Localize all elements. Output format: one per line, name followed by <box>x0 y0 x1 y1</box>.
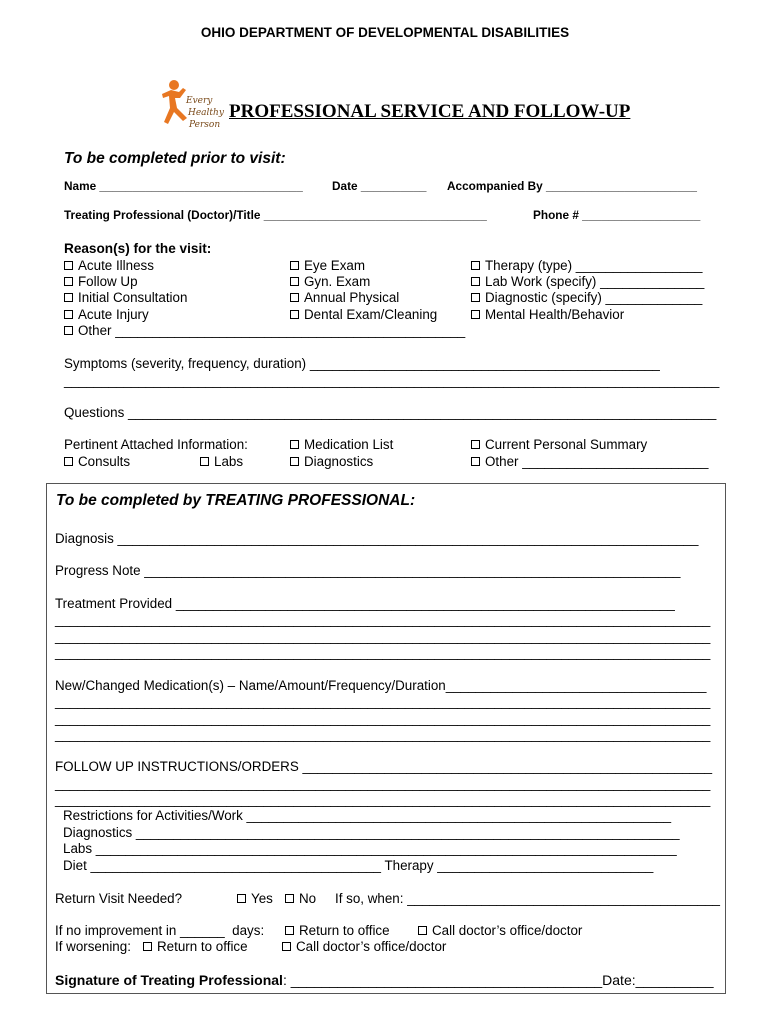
attached-medication-list[interactable]: Medication List <box>290 438 393 451</box>
signature-label: Signature of Treating Professional <box>55 972 283 988</box>
checkbox[interactable] <box>64 261 73 270</box>
if-worsening-label: If worsening: <box>55 939 131 954</box>
diet-therapy-field[interactable]: Diet _______________________________________ Therapy _____________________________ <box>63 858 654 873</box>
checkbox[interactable] <box>471 293 480 302</box>
symptoms-line-2[interactable]: ________________________________________________________________________________________ <box>64 373 720 388</box>
diagnostics-order-field[interactable]: Diagnostics _________________________________________________________________________ <box>63 825 680 840</box>
checkbox[interactable] <box>64 457 73 466</box>
agency-name: OHIO DEPARTMENT OF DEVELOPMENTAL DISABILITIES <box>200 25 570 40</box>
return-visit-yes[interactable]: Yes <box>237 892 273 905</box>
symptoms-field[interactable]: Symptoms (severity, frequency, duration) _______________________________________________ <box>64 356 660 371</box>
reason-therapy[interactable]: Therapy (type) _________________ <box>471 259 702 272</box>
checkbox[interactable] <box>290 293 299 302</box>
questions-field[interactable]: Questions _______________________________________________________________________________ <box>64 405 717 420</box>
reason-follow-up[interactable]: Follow Up <box>64 275 138 288</box>
checkbox[interactable] <box>64 310 73 319</box>
phone-field[interactable]: Phone # __________________ <box>533 208 701 222</box>
follow-up-line-2[interactable]: ________________________________________________________________________________________ <box>55 776 711 791</box>
every-healthy-person-logo <box>152 62 224 130</box>
reason-dental-exam[interactable]: Dental Exam/Cleaning <box>290 308 437 321</box>
reason-lab-work[interactable]: Lab Work (specify) ______________ <box>471 275 704 288</box>
attached-consults[interactable]: Consults <box>64 455 130 468</box>
pertinent-info-label: Pertinent Attached Information: <box>64 437 248 452</box>
no-improvement-call-doctor[interactable]: Call doctor’s office/doctor <box>418 924 582 937</box>
checkbox[interactable] <box>290 440 299 449</box>
checkbox[interactable] <box>418 926 427 935</box>
logo-text-3: Person <box>188 120 221 130</box>
treating-heading: To be completed by TREATING PROFESSIONAL: <box>56 492 416 509</box>
checkbox[interactable] <box>290 261 299 270</box>
signature-date-line[interactable]: : ________________________________________Date:__________ <box>282 972 714 988</box>
logo-text-2: Healthy <box>187 108 224 118</box>
medications-line-3[interactable]: ________________________________________________________________________________________ <box>55 711 711 726</box>
reason-annual-physical[interactable]: Annual Physical <box>290 291 399 304</box>
worsening-return-office[interactable]: Return to office <box>143 940 248 953</box>
no-improvement-return-office[interactable]: Return to office <box>285 924 390 937</box>
attached-other[interactable]: Other _________________________ <box>471 455 708 468</box>
checkbox[interactable] <box>290 457 299 466</box>
prior-visit-heading: To be completed prior to visit: <box>64 150 286 167</box>
checkbox[interactable] <box>64 326 73 335</box>
signature-row[interactable] <box>55 973 714 987</box>
medications-line-4[interactable]: ________________________________________________________________________________________ <box>55 727 711 742</box>
reasons-heading: Reason(s) for the visit: <box>64 241 212 256</box>
reason-eye-exam[interactable]: Eye Exam <box>290 259 365 272</box>
logo-text-1: Every <box>185 96 213 106</box>
attached-diagnostics[interactable]: Diagnostics <box>290 455 373 468</box>
follow-up-instructions-field[interactable]: FOLLOW UP INSTRUCTIONS/ORDERS _______________________________________________________ <box>55 759 713 774</box>
diagnosis-field[interactable]: Diagnosis ______________________________________________________________________________ <box>55 531 699 546</box>
form-title: PROFESSIONAL SERVICE AND FOLLOW-UP <box>229 101 631 122</box>
checkbox[interactable] <box>471 277 480 286</box>
follow-up-line-3[interactable]: ________________________________________________________________________________________ <box>55 792 711 807</box>
worsening-call-doctor[interactable]: Call doctor’s office/doctor <box>282 940 446 953</box>
return-visit-no[interactable]: No <box>285 892 316 905</box>
restrictions-field[interactable]: Restrictions for Activities/Work _________________________________________________________ <box>63 808 672 823</box>
treatment-line-3[interactable]: ________________________________________________________________________________________ <box>55 629 711 644</box>
checkbox[interactable] <box>290 310 299 319</box>
checkbox[interactable] <box>285 926 294 935</box>
treatment-line-2[interactable]: ________________________________________________________________________________________ <box>55 612 711 627</box>
treatment-provided-field[interactable]: Treatment Provided ___________________________________________________________________ <box>55 596 675 611</box>
reason-acute-illness[interactable]: Acute Illness <box>64 259 154 272</box>
accompanied-by-field[interactable]: Accompanied By _______________________ <box>447 179 697 193</box>
attached-labs[interactable]: Labs <box>200 455 243 468</box>
reason-mental-health[interactable]: Mental Health/Behavior <box>471 308 624 321</box>
date-field[interactable]: Date __________ <box>332 179 427 193</box>
checkbox[interactable] <box>200 457 209 466</box>
checkbox[interactable] <box>282 942 291 951</box>
treatment-line-4[interactable]: ________________________________________________________________________________________ <box>55 645 711 660</box>
reason-other[interactable]: Other _______________________________________________ <box>64 324 465 337</box>
return-visit-label: Return Visit Needed? <box>55 891 183 906</box>
checkbox[interactable] <box>64 293 73 302</box>
checkbox[interactable] <box>471 440 480 449</box>
reason-acute-injury[interactable]: Acute Injury <box>64 308 149 321</box>
progress-note-field[interactable]: Progress Note ________________________________________________________________________ <box>55 563 681 578</box>
no-improvement-label[interactable]: If no improvement in ______ days: <box>55 923 265 938</box>
treating-professional-field[interactable]: Treating Professional (Doctor)/Title __________________________________ <box>64 208 487 222</box>
checkbox[interactable] <box>471 310 480 319</box>
new-medications-field[interactable]: New/Changed Medication(s) – Name/Amount/Frequency/Duration___________________________________ <box>55 678 707 693</box>
medications-line-2[interactable]: ________________________________________________________________________________________ <box>55 694 711 709</box>
reason-gyn-exam[interactable]: Gyn. Exam <box>290 275 370 288</box>
checkbox[interactable] <box>290 277 299 286</box>
checkbox[interactable] <box>143 942 152 951</box>
reason-diagnostic[interactable]: Diagnostic (specify) _____________ <box>471 291 702 304</box>
checkbox[interactable] <box>64 277 73 286</box>
checkbox[interactable] <box>237 894 246 903</box>
reason-initial-consultation[interactable]: Initial Consultation <box>64 291 187 304</box>
checkbox[interactable] <box>471 457 480 466</box>
checkbox[interactable] <box>285 894 294 903</box>
return-visit-when-field[interactable]: If so, when: __________________________________________ <box>335 891 720 906</box>
labs-order-field[interactable]: Labs ______________________________________________________________________________ <box>63 841 677 856</box>
name-field[interactable]: Name _______________________________ <box>64 179 303 193</box>
attached-current-summary[interactable]: Current Personal Summary <box>471 438 647 451</box>
checkbox[interactable] <box>471 261 480 270</box>
